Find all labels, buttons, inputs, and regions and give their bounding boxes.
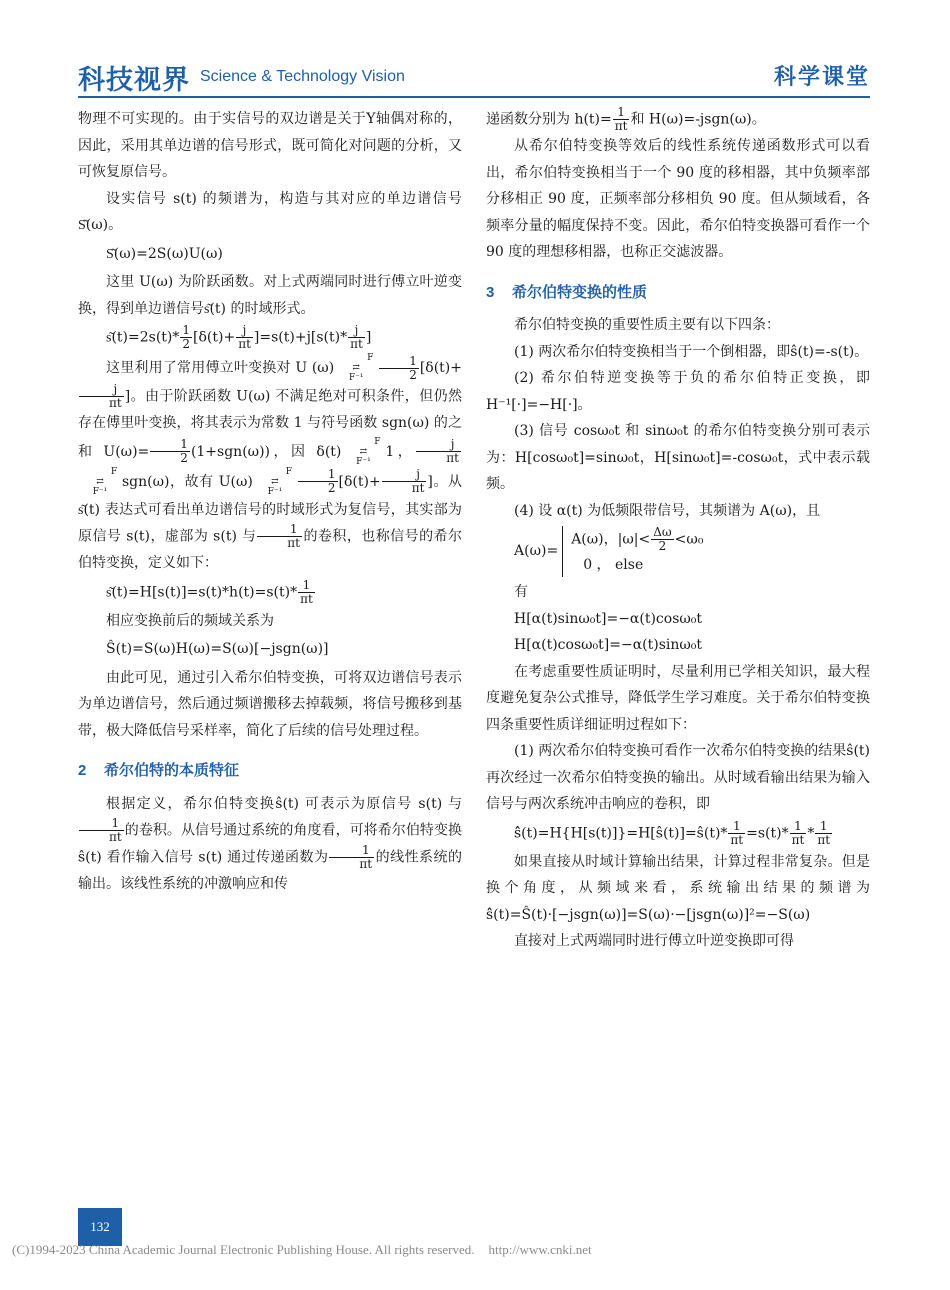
fraction: $\frac{1}{\pi t}$ [79,817,124,844]
section-heading: 2 希尔伯特的本质特征 [78,762,240,779]
paragraph: 直接对上式两端同时进行傅立叶逆变换即可得 [514,933,794,949]
piecewise-equation: A(ω)= A(ω)，|ω|< $\frac{\Delta\omega}{2}$ <ω₀ 0 ， else [514,526,870,577]
fraction: $\frac{1}{2}$ [150,438,190,465]
fraction: $\frac{1}{\pi t}$ [257,523,302,550]
fourier-pair-arrow: F ⇄ F⁻¹ [356,436,381,467]
left-column [78,106,462,898]
paragraph: 希尔伯特变换的重要性质主要有以下四条： [514,317,780,333]
fourier-pair-arrow: F ⇄ F⁻¹ [348,353,374,383]
equation: S͂(ω)=2S(ω)U(ω) [106,245,223,262]
paragraph: 根据定义，希尔伯特变换ŝ(t) 可表示为原信号 s(t) 与 $\frac{1}{\pi t}$ 的卷积。从信号通过系统的角度看，可将希尔伯特变换ŝ(t) 看作输入信号 s(t) 通过传递函数为 $\frac{1}{\pi t}$ 的线性系统的输出。该线性系统的冲激响应和传 [78,795,462,892]
fraction: $\frac{1}{\pi t}$ [614,105,628,133]
fraction: $\frac{1}{\pi t}$ [300,577,313,606]
list-item: (4) 设 α(t) 为低频限带信号，其频谱为 A(ω)，且 [514,502,821,519]
fraction: $\frac{j}{\pi t}$ [382,468,427,495]
page-number-box [78,1208,122,1246]
paragraph: 物理不可实现的。由于实信号的双边谱是关于Y轴偶对称的，因此，采用其单边谱的信号形式，既可简化对问题的分析，又可恢复原信号。 [78,111,462,180]
paragraph: 如果直接从时域计算输出结果，计算过程非常复杂。但是换个角度，从频域来看，系统输出结果的频谱为ŝ̂(t)=Ŝ(t)·[−jsgn(ω)]=S(ω)·−[jsgn(ω)]²=−S(ω) [486,853,870,923]
fraction: $\frac{1}{\pi t}$ [730,818,744,847]
fraction: $\frac{1}{\pi t}$ [329,844,374,871]
fraction: $\frac{\Delta\omega}{2}$ [653,525,672,553]
fraction: $\frac{1}{2}$ [182,323,191,351]
paragraph: (1) 两次希尔伯特变换可看作一次希尔伯特变换的结果ŝ(t) 再次经过一次希尔伯特变换的输出。从时域看输出结果为输入信号与两次系统冲击响应的卷积，即 [486,743,871,812]
fraction: $\frac{j}{\pi t}$ [416,438,461,465]
paragraph: 递函数分别为 h(t)= $\frac{1}{\pi t}$ 和 H(ω)=-jsgn(ω)。 [486,105,766,133]
list-item: (2) 希尔伯特逆变换等于负的希尔伯特正变换，即 H⁻¹[·]=−H[·]。 [486,370,870,413]
equation: s͂(t)=H[s(t)]=s(t)*h(t)=s(t)* $\frac{1}{\pi t}$ [106,577,313,606]
paragraph: 从希尔伯特变换等效后的线性系统传递函数形式可以看出，希尔伯特变换相当于一个 90 度的移相器，其中负频率部分移相正 90 度，正频率部分移相负 90 度。但从频域看，各频率分量的幅度保持不变。因此，希尔伯特变换器可看作一个 90 度的理想移相器，也称正交滤波器。 [486,138,870,260]
page-number: 132 [90,1219,110,1234]
equation: H[α(t)cosω₀t]=−α(t)sinω₀t [514,637,703,653]
section-title: 科学课堂 [773,64,870,90]
paragraph: 设实信号 s(t) 的频谱为，构造与其对应的单边谱信号S͂(ω)。 [78,190,462,233]
journal-header [78,58,870,96]
equation: Ŝ(t)=S(ω)H(ω)=S(ω)[−jsgn(ω)] [106,641,329,657]
list-item: (3) 信号 cosω₀t 和 sinω₀t 的希尔伯特变换分别可表示为：H[cosω₀t]=sinω₀t，H[sinω₀t]=-cosω₀t，式中表示载频。 [486,423,870,492]
fraction: $\frac{j}{\pi t}$ [350,323,363,351]
equation: H[α(t)sinω₀t]=−α(t)cosω₀t [514,610,703,627]
section-heading: 3 希尔伯特变换的性质 [486,283,648,301]
fraction: $\frac{1}{2}$ [298,468,338,495]
equation: ŝ̂(t)=H{H[s(t)]}=H[ŝ(t)]=ŝ(t)* $\frac{1}{\pi t}$ =s(t)* $\frac{1}{\pi t}$ * $\frac{1}{\pi t}$ [514,818,831,847]
fraction: $\frac{j}{\pi t}$ [238,323,251,351]
paragraph: 这里利用了常用傅立叶变换对 U (ω)F ⇄ F⁻¹ $\frac{1}{2}$ [δ(t)+ $\frac{j}{\pi t}$ ]。由于阶跃函数 U(ω) 不满足绝对可积条件，但仍然存在傅里叶变换，将其表示为常数 1 与符号函数 sgn(ω) 的之和 U(ω)= $\frac{1}{2}$ (1+sgn(ω))，因 δ(t)F ⇄ F⁻¹1， $\frac{j}{\pi t}$ F ⇄ F⁻¹sgn(ω)，故有 U(ω)F ⇄ F⁻¹ $\frac{1}{2}$ [δ(t)+ $\frac{j}{\pi t}$ ]。从s͂(t) 表达式可看出单边谱信号的时域形式为复信号，其实部为原信号 s(t)，虚部为 s(t) 与 $\frac{1}{\pi t}$ 的卷积，也称信号的希尔伯特变换，定义如下： [78,353,462,571]
fourier-pair-arrow: F ⇄ F⁻¹ [267,466,293,497]
journal-logo: 科技视界 [78,65,190,96]
fraction: $\frac{1}{2}$ [379,355,419,382]
paragraph: 相应变换前后的频域关系为 [106,612,274,629]
right-column [486,106,870,955]
fraction: $\frac{j}{\pi t}$ [79,383,124,410]
paragraph: 有 [514,584,528,600]
fraction: $\frac{1}{\pi t}$ [791,818,805,847]
header-rule [78,96,870,98]
fraction: $\frac{1}{\pi t}$ [817,818,831,847]
paragraph: 这里 U(ω) 为阶跃函数。对上式两端同时进行傅立叶逆变换，得到单边谱信号s͂(t) 的时域形式。 [78,274,462,317]
paragraph: 在考虑重要性质证明时，尽量利用已学相关知识，最大程度避免复杂公式推导，降低学生学习难度。关于希尔伯特变换四条重要性质详细证明过程如下： [486,663,870,733]
fourier-pair-arrow: F ⇄ F⁻¹ [92,466,118,497]
journal-english-name: Science & Technology Vision [200,68,405,85]
list-item: (1) 两次希尔伯特变换相当于一个倒相器，即ŝ(t)=-s(t)。 [514,343,869,360]
footer-url[interactable]: http://www.cnki.net [488,1242,592,1257]
equation: s͂(t)=2s(t)* $\frac{1}{2}$ [δ(t)+ $\frac{j}{\pi t}$ ]=s(t)+j[s(t)* $\frac{j}{\pi t}$ ] [106,323,372,351]
paragraph: 由此可见，通过引入希尔伯特变换，可将双边谱信号表示为单边谱信号，然后通过频谱搬移去掉载频，将信号搬移到基带，极大降低信号采样率，简化了后续的信号处理过程。 [78,669,462,739]
copyright-footer [12,1242,592,1258]
copyright-text: (C)1994-2023 China Academic Journal Electronic Publishing House. All rights reserved. [12,1242,475,1257]
